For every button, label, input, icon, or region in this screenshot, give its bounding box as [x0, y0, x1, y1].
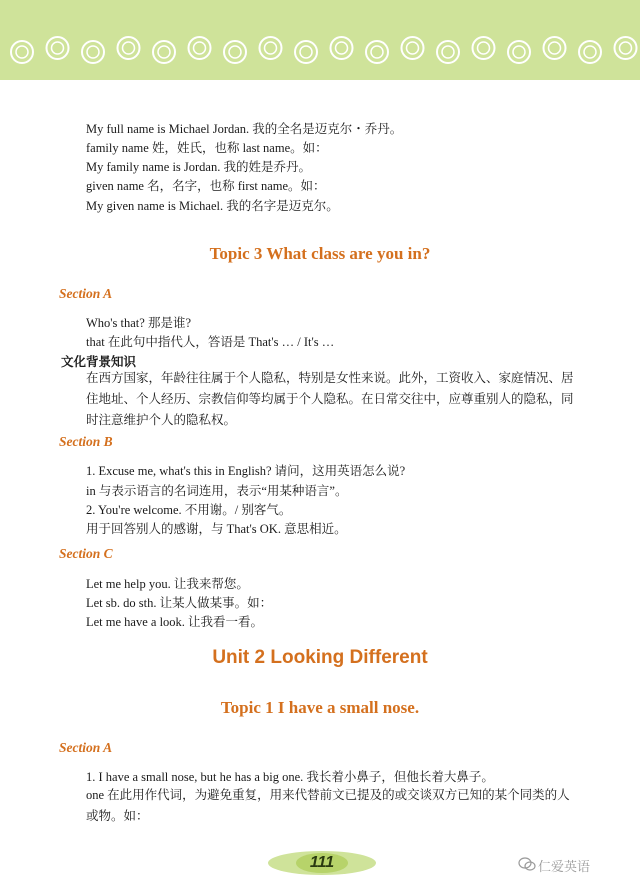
section-a2-paragraph: one 在此用作代词，为避免重复，用来代替前文已提及的或交谈双方已知的某个同类的人或物。如： [86, 788, 570, 823]
intro-line-2: family name 姓，姓氏，也称 last name。如： [86, 141, 328, 155]
section-b-line-3: 2. You're welcome. 不用谢。/ 别客气。 [86, 503, 292, 517]
section-c-line-1: Let me help you. 让我来帮您。 [86, 577, 249, 591]
wechat-icon [518, 856, 536, 872]
topic3-title: Topic 3 What class are you in? [209, 244, 431, 263]
culture-paragraph: 在西方国家，年龄往往属于个人隐私，特别是女性来说。此外，工资收入、家庭情况、居住地址、个人经历、宗教信仰等均属于个人隐私。在日常交往中，应尊重别人的隐私，同时注意维护个人的隐私权。 [86, 371, 574, 427]
section-a-line-2: that 在此句中指代人，答语是 That's … / It's … [86, 335, 335, 349]
section-a2-label: Section A [59, 740, 113, 755]
intro-line-3: My family name is Jordan. 我的姓是乔丹。 [86, 160, 311, 174]
page-number-badge [262, 846, 382, 880]
intro-line-5: My given name is Michael. 我的名字是迈克尔。 [86, 199, 339, 213]
section-a-label: Section A [59, 286, 113, 301]
unit2-title: Unit 2 Looking Different [212, 647, 428, 668]
section-b-line-1: 1. Excuse me, what's this in English? 请问，这用英语怎么说? [86, 464, 406, 478]
culture-heading: 文化背景知识 [61, 354, 137, 369]
topic1-title: Topic 1 I have a small nose. [220, 698, 420, 717]
section-b-line-2: in 与表示语言的名词连用，表示“用某种语言”。 [86, 484, 348, 498]
intro-line-1: My full name is Michael Jordan. 我的全名是迈克尔・乔丹。 [86, 122, 403, 136]
watermark-text: 仁爱英语 [538, 860, 591, 875]
section-a-line-1: Who's that? 那是谁? [86, 316, 192, 330]
section-c-label: Section C [59, 546, 113, 561]
section-b-line-4: 用于回答别人的感谢，与 That's OK. 意思相近。 [86, 522, 347, 536]
page-number: 111 [309, 854, 335, 871]
intro-line-4: given name 名，名字，也称 first name。如： [86, 179, 326, 193]
section-b-label: Section B [59, 434, 113, 449]
section-c-line-3: Let me have a look. 让我看一看。 [86, 615, 264, 629]
section-a2-line-1: 1. I have a small nose, but he has a big one. 我长着小鼻子，但他长着大鼻子。 [86, 770, 494, 784]
section-c-line-2: Let sb. do sth. 让某人做某事。如： [86, 596, 273, 610]
